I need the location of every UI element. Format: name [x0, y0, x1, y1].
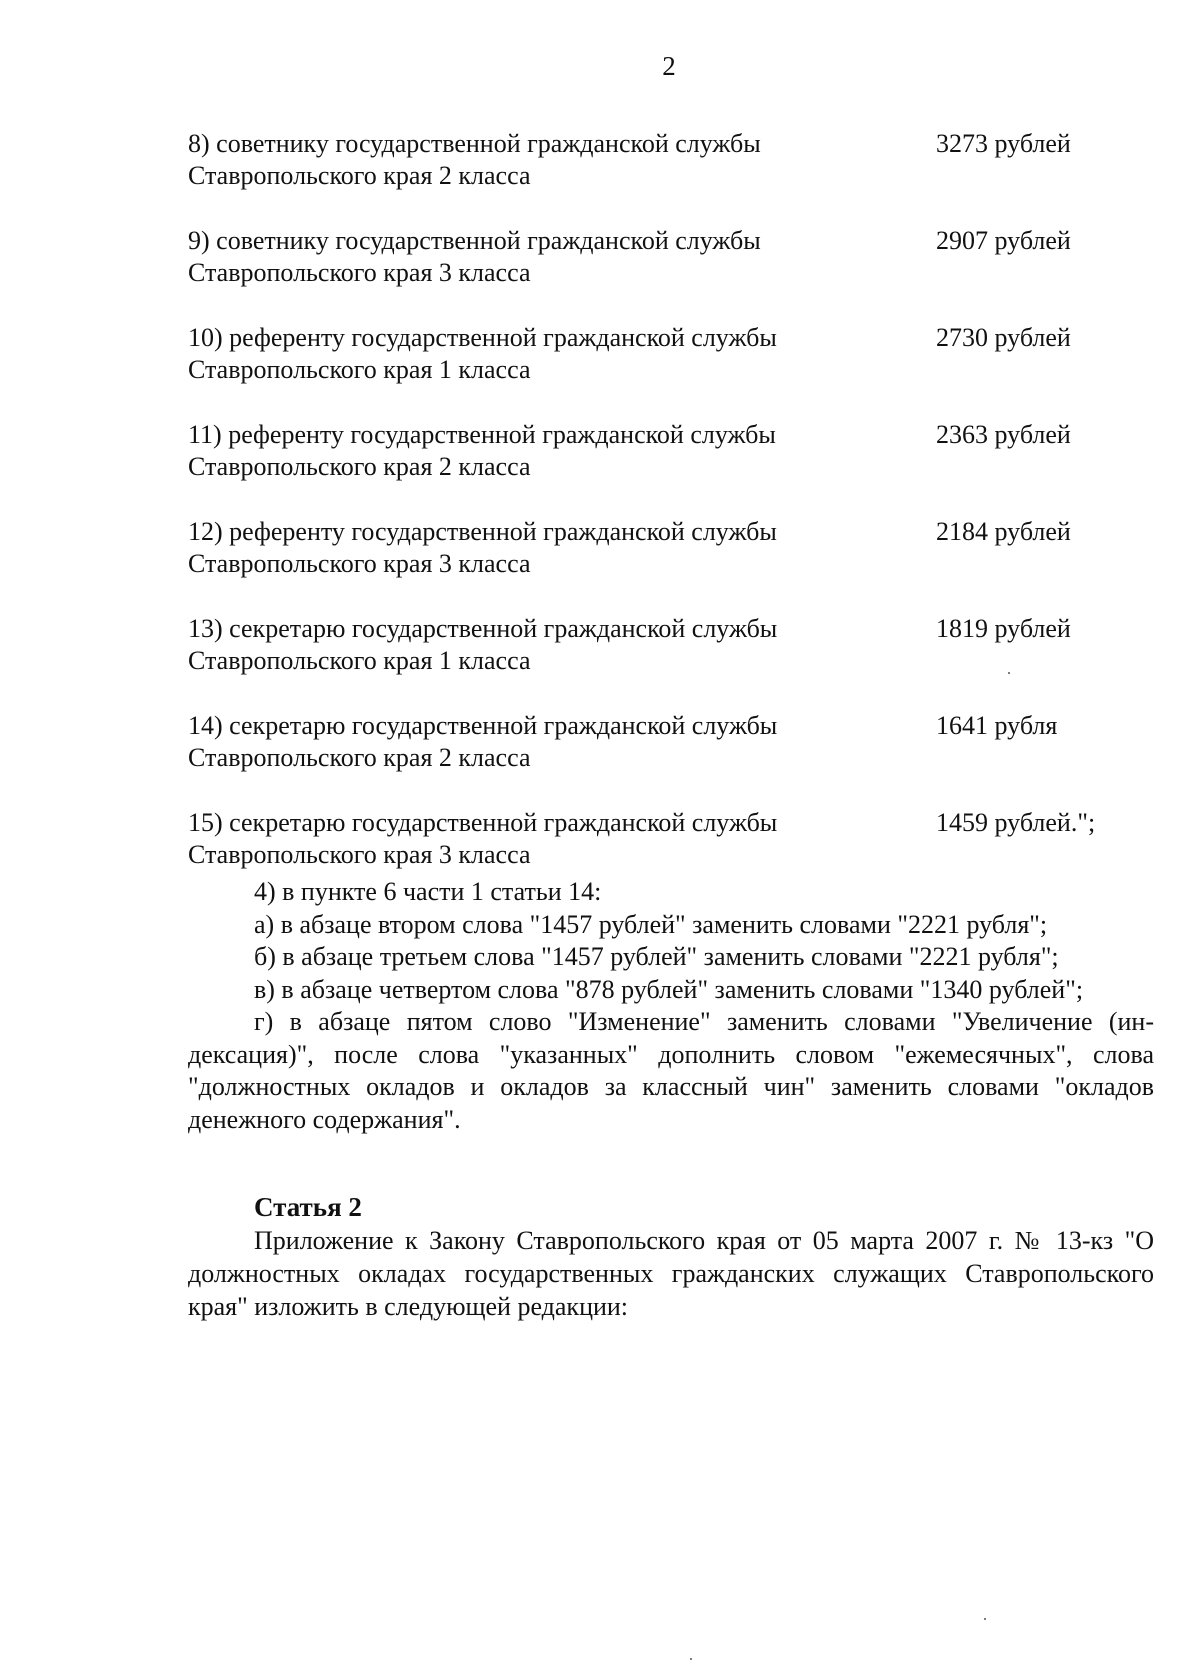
rate-description-line: Ставропольского края 2 класса — [188, 161, 531, 190]
rate-description-line: Ставропольского края 3 класса — [188, 549, 531, 578]
rate-description-line: 15) секретарю государственной гражданской службы — [188, 808, 778, 837]
amendment-item-g: г) в абзаце пятом слово "Изменение" заменить словами "Увеличение (индексация)", после слова "указанных" дополнить словом "ежемесячных", слова "должностных окладов и окладов за классный чин" заменить словами "окладов денежного содержания". — [188, 1007, 1154, 1134]
rate-description-line: Ставропольского края 3 класса — [188, 258, 531, 287]
rate-description-line: Ставропольского края 3 класса — [188, 840, 531, 869]
rate-item — [188, 225, 1148, 322]
amendment-intro: 4) в пункте 6 части 1 статьи 14: — [254, 877, 602, 906]
scan-speck — [984, 1618, 986, 1620]
salary-rate-list — [188, 128, 1148, 904]
rate-description-line: Ставропольского края 1 класса — [188, 646, 531, 675]
rate-item — [188, 516, 1148, 613]
rate-description-line: 8) советнику государственной гражданской службы — [188, 129, 761, 158]
rate-amount: 2907 рублей — [936, 226, 1071, 255]
rate-item — [188, 710, 1148, 807]
rate-description-line: 14) секретарю государственной гражданской службы — [188, 711, 778, 740]
article-body: Приложение к Закону Ставропольского края от 05 марта 2007 г. № 13-кз "О должностных окладах государственных гражданских служащих Ставропольского края" изложить в следующей редакции: — [188, 1226, 1154, 1321]
rate-item — [188, 419, 1148, 516]
rate-description-line: Ставропольского края 2 класса — [188, 743, 531, 772]
rate-description — [188, 516, 868, 580]
rate-description — [188, 322, 868, 386]
rate-description — [188, 128, 868, 192]
rate-description-line: Ставропольского края 1 класса — [188, 355, 531, 384]
page-number: 2 — [662, 51, 676, 81]
rate-amount: 3273 рублей — [936, 129, 1071, 158]
rate-description-line: 13) секретарю государственной гражданской службы — [188, 614, 778, 643]
rate-amount: 2730 рублей — [936, 323, 1071, 352]
amendment-item-b: б) в абзаце третьем слова "1457 рублей" заменить словами "2221 рубля"; — [254, 942, 1059, 971]
rate-item — [188, 128, 1148, 225]
rate-item — [188, 322, 1148, 419]
rate-amount: 2363 рублей — [936, 420, 1071, 449]
amendment-item-a: а) в абзаце втором слова "1457 рублей" заменить словами "2221 рубля"; — [254, 909, 1048, 939]
rate-description — [188, 419, 868, 483]
rate-amount: 1819 рублей — [936, 614, 1071, 643]
rate-amount: 1459 рублей."; — [936, 808, 1096, 837]
scan-speck — [1008, 672, 1010, 674]
scan-speck — [690, 1658, 692, 1660]
rate-description — [188, 710, 868, 774]
rate-amount: 1641 рубля — [936, 711, 1058, 740]
rate-item — [188, 613, 1148, 710]
rate-description — [188, 225, 868, 289]
amendments-section — [188, 876, 1154, 1136]
article-title: Статья 2 — [254, 1192, 362, 1222]
rate-description-line: Ставропольского края 2 класса — [188, 452, 531, 481]
amendment-item-v: в) в абзаце четвертом слова "878 рублей" заменить словами "1340 рублей"; — [254, 974, 1084, 1004]
rate-description-line: 12) референту государственной гражданской службы — [188, 517, 777, 546]
rate-description — [188, 807, 868, 871]
rate-description — [188, 613, 868, 677]
rate-amount: 2184 рублей — [936, 517, 1071, 546]
rate-description-line: 10) референту государственной гражданской службы — [188, 323, 777, 352]
article-2 — [188, 1191, 1154, 1323]
rate-description-line: 11) референту государственной гражданской службы — [188, 420, 776, 449]
rate-description-line: 9) советнику государственной гражданской службы — [188, 226, 761, 255]
